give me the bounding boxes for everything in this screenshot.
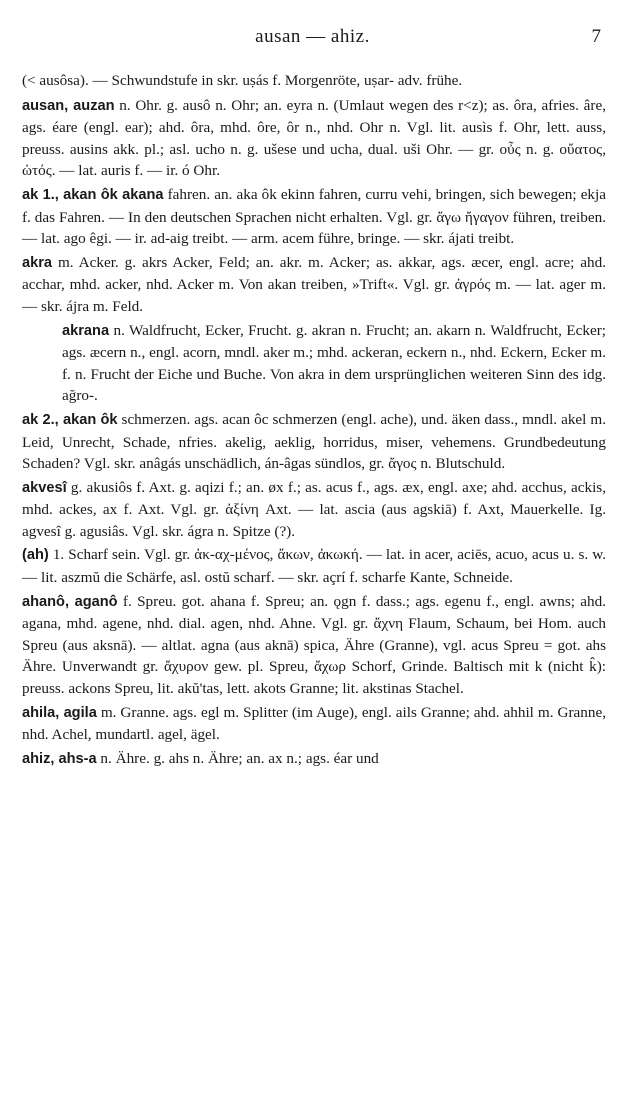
entry-akrana	[62, 320, 606, 407]
entry-body: n. Waldfrucht, Ecker, Frucht. g. akran n. Frucht; an. akarn n. Waldfrucht, Ecker; ags. æcern n., engl. acorn, mndl. aker m.; mhd. ackeran, eckern n., nhd. Eckern, Ecker m. f. n. Frucht der Eiche und Buche. Von akra in dem ursprünglichen weiteren Sinn des idg. ağro-.	[62, 321, 606, 405]
entry-headword: ak 2., akan ôk	[22, 411, 118, 428]
entry-ausan	[22, 95, 606, 182]
entry-headword: akra	[22, 254, 53, 271]
entry-continuation	[22, 70, 606, 93]
entry-headword: akvesî	[22, 479, 67, 496]
entry-body: m. Acker. g. akrs Acker, Feld; an. akr. m. Acker; as. akkar, ags. æcer, engl. acre; ahd. acchar, mhd. acker, nhd. Acker m. Von akan treiben, »Trift«. Vgl. gr. ἀγρός m. — lat. ager m. — skr. ájra m. Feld.	[22, 253, 606, 315]
entry-body: n. Ohr. g. ausô n. Ohr; an. eyra n. (Umlaut wegen des r<z); as. ôra, afries. âre, ags. éare (engl. ear); ahd. ôra, mhd. ôre, ôr n., nhd. Ohr n. Vgl. lit. ausìs f. Ohr, lett. auss, preuss. ausins akk. pl.; asl. ucho n. g. ušese und ucha, dual. uši Ohr. — gr. οὖς n. g. οὔατος, ὠτός. — lat. auris f. — ir. ó Ohr.	[22, 96, 606, 180]
entry-ak-2	[22, 409, 606, 475]
entry-body: f. Spreu. got. ahana f. Spreu; an. ǫgn f. dass.; ags. egenu f., engl. awns; ahd. agana, mhd. agene, nhd. dial. agen, nhd. Ahne. Vgl. gr. ἄχνη Flaum, Schaum, bei Hom. auch Spreu (aus aksnā). — altlat. agna (aus aknā) spica, Ähre (Granne), vgl. acus Spreu = got. ahs Ähre. Unverwandt gr. ἄχυρον gew. pl. Spreu, ἄχωρ Schorf, Grinde. Baltisch mit k (nicht k̂): preuss. ackons Spreu, lit. akŭ'tas, lett. akots Granne; lit. akstinas Stachel.	[22, 592, 607, 698]
entry-body: n. Ähre. g. ahs n. Ähre; an. ax n.; ags. éar und	[96, 749, 379, 767]
entry-ahano	[22, 591, 606, 700]
page-number: 7	[591, 26, 601, 47]
entry-body: fahren. an. aka ôk ekinn fahren, curru vehi, bringen, sich bewegen; ekja f. das Fahren. — In den deutschen Sprachen nicht erhalten. Vgl. gr. ἄγω ἤγαγον führen, treiben. — lat. ago êgi. — ir. ad-aig treibt. — arm. acem führe, bringe. — skr. ájati treibt.	[22, 185, 606, 248]
entry-headword: ahila, agila	[22, 704, 97, 721]
entry-ahiz	[22, 748, 606, 771]
entry-akra	[22, 252, 606, 318]
entry-body: 1. Scharf sein. Vgl. gr. ἀκ-αχ-μένος, ἄκων, ἀκωκή. — lat. in acer, aciēs, acuo, acus u. s. w. — lit. aszmŭ die Schärfe, asl. ostŭ scharf. — skr. açrí f. scharfe Kante, Schneide.	[22, 546, 606, 587]
entry-body: g. akusiôs f. Axt. g. aqizi f.; an. øx f.; as. acus f., ags. æx, engl. axe; ahd. acchus, ackis, mhd. ackes, ax f. Axt. Vgl. gr. ἀξίνη Axt. — lat. ascia (aus agskiā) f. Axt, Mauerkelle. Ig. agvesî g. agusiâs. Vgl. skr. ágra n. Spitze (?).	[22, 478, 606, 540]
entry-headword: akrana	[62, 322, 110, 339]
entry-ahila	[22, 702, 606, 746]
dictionary-text	[22, 70, 606, 772]
entry-body: m. Granne. ags. egl m. Splitter (im Auge), engl. ails Granne; ahd. ahhil m. Granne, nhd. Achel, mundartl. agel, ägel.	[22, 703, 606, 744]
entry-akvesi	[22, 477, 606, 543]
entry-ah	[22, 544, 606, 588]
entry-body: schmerzen. ags. acan ôc schmerzen (engl. ache), und. äken dass., mndl. akel m. Leid, Unrecht, Schade, nfries. akelig, aeklig, horridus, miser, vehemens. Grundbedeutung Schaden? Vgl. skr. anâgás unschädlich, án-âgas sündlos, gr. ἄγος n. Blutschuld.	[22, 410, 606, 473]
entry-body: (< ausôsa). — Schwundstufe in skr. uṣás f. Morgenröte, uṣar- adv. frühe.	[22, 72, 463, 89]
entry-headword: ahanô, aganô	[22, 593, 118, 610]
page-header	[0, 22, 625, 52]
entry-headword: ahiz, ahs-a	[22, 750, 97, 767]
entry-headword: (ah)	[22, 547, 49, 564]
entry-headword: ausan, auzan	[22, 97, 115, 114]
entry-ak-1	[22, 184, 606, 250]
entry-headword: ak 1., akan ôk akana	[22, 186, 164, 203]
running-head: ausan — ahiz.	[255, 26, 370, 47]
